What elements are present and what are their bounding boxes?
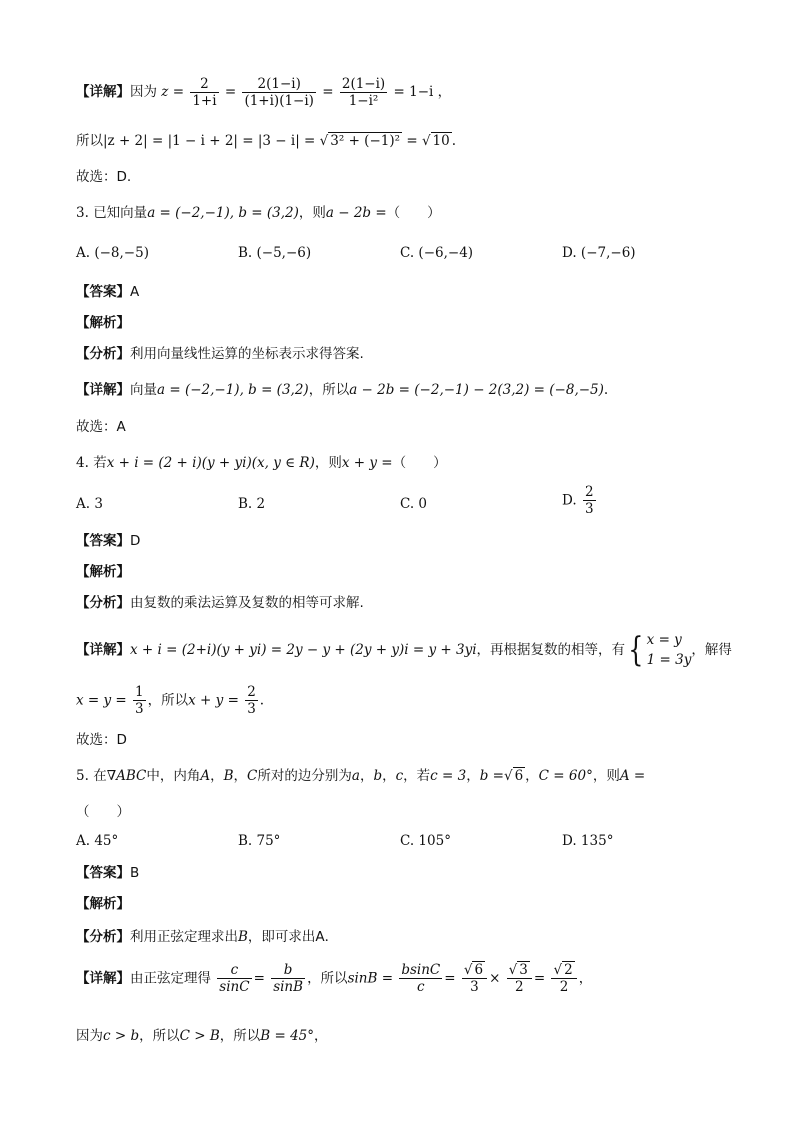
choose-line: 故选：D.: [76, 169, 132, 185]
fenxi-line: 【分析】利用向量线性运算的坐标表示求得答案.: [76, 346, 364, 362]
option-d: D. (−7,−6): [562, 245, 636, 261]
analysis-tag: 【解析】: [76, 896, 130, 912]
choose-line: 故选：D: [76, 732, 127, 748]
detail-tag: 【详解】: [76, 84, 130, 100]
analysis-tag: 【解析】: [76, 564, 130, 580]
option-a: A. (−8,−5): [76, 245, 149, 261]
option-a: A. 3: [76, 496, 103, 512]
question-5: 5. 在∇ABC中，内角A，B，C所对的边分别为a，b，c，若c = 3，b =√ 6 ，C = 60°，则A =: [76, 768, 646, 784]
fraction: $\frac{c}{\sin C}$: [219, 962, 250, 995]
option-c: C. (−6,−4): [400, 245, 474, 261]
option-d: D. 135°: [562, 833, 614, 849]
question-paren: （ ）: [76, 804, 130, 820]
question-3: 3. 已知向量a = (−2,−1), b = (3,2)，则a − 2b =（ ）: [76, 205, 441, 221]
option-a: A. 45°: [76, 833, 119, 849]
option-b: B. 2: [238, 496, 266, 512]
analysis-tag: 【解析】: [76, 315, 130, 331]
option-b: B. 75°: [238, 833, 281, 849]
detail-line: 【详解】向量a = (−2,−1), b = (3,2)，所以a − 2b = (−2,−1) − 2(3,2) = (−8,−5).: [76, 382, 609, 398]
detail-line-1: 【详解】因为 z = $\frac{2}{1+i}$ = $\frac{2(1-i)}{(1+i)(1-i)}$ = $\frac{2(1-i)}{\text{1−i²}}$ = 1−i ，: [76, 76, 452, 109]
option-d: D. $\frac{2}{3}$: [562, 484, 594, 517]
detail-line-2: 所以|z + 2| = |1 − i + 2| = |3 − i| = √ 3² + (−1)² = √ 10 .: [76, 133, 457, 149]
fraction: $\frac{√ 2}{2}$: [551, 962, 576, 995]
fraction: $\frac{2}{3}$: [584, 484, 594, 517]
detail-line: 【详解】由正弦定理得 $\frac{c}{\sin C}$ = $\frac{b}{\sin B}$ ，所以sinB = $\frac{bsinC}{c}$ = $\frac{√ 6}{3}$ × $\frac{√ 3}{2}$ = $\frac{√ 2}{2}$ ，: [76, 962, 593, 995]
fraction: $\frac{2}{1+i}$: [192, 76, 217, 109]
sqrt-expression: √ 10: [421, 133, 450, 149]
detail-line: 【详解】x + i = (2+i)(y + yi) = 2y − y + (2y + y)i = y + 3yi，再根据复数的相等，有{ x = y 1 = 3y ，解得: [76, 630, 732, 670]
option-b: B. (−5,−6): [238, 245, 312, 261]
fraction: $\frac{bsinC}{c}$: [401, 962, 441, 995]
fenxi-line: 【分析】由复数的乘法运算及复数的相等可求解.: [76, 595, 364, 611]
answer-line: 【答案】A: [76, 284, 140, 300]
fraction: $\frac{2}{3}$: [247, 684, 256, 717]
fraction: $\frac{2(1-i)}{\text{1−i²}}$: [341, 76, 386, 109]
answer-line: 【答案】B: [76, 865, 140, 881]
detail-line-2: x = y = $\frac{1}{3}$ ，所以x + y = $\frac{2}{3}$ .: [76, 684, 265, 717]
question-4: 4. 若x + i = (2 + i)(y + yi)(x, y ∈ R)，则x + y =（ ）: [76, 455, 447, 471]
detail-line-2: 因为c > b，所以C > B，所以B = 45°，: [76, 1028, 328, 1044]
option-c: C. 105°: [400, 833, 451, 849]
answer-line: 【答案】D: [76, 533, 141, 549]
fraction: $\frac{√ 6}{3}$: [462, 962, 487, 995]
option-c: C. 0: [400, 496, 428, 512]
fraction: $\frac{√ 3}{2}$: [507, 962, 532, 995]
choose-line: 故选：A: [76, 419, 126, 435]
sqrt-expression: √ 3² + (−1)²: [319, 133, 401, 149]
fraction: $\frac{1}{3}$: [135, 684, 144, 717]
fraction: $\frac{2(1-i)}{(1+i)(1-i)}$: [244, 76, 314, 109]
fenxi-line: 【分析】利用正弦定理求出B，即可求出A．: [76, 929, 339, 945]
fraction: $\frac{b}{\sin B}$: [273, 962, 304, 995]
